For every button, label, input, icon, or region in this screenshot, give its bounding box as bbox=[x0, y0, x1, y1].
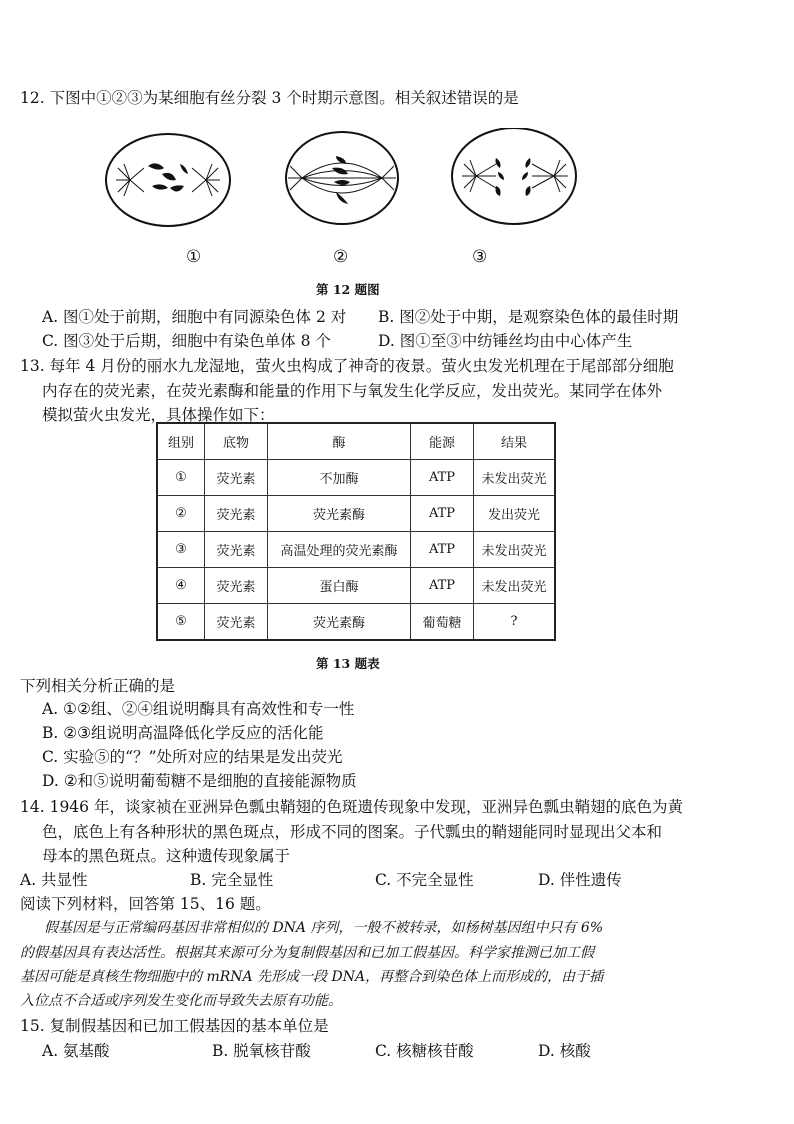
table-cell: ② bbox=[157, 496, 205, 532]
table-cell: ⑤ bbox=[157, 604, 205, 641]
table-cell: ATP bbox=[411, 460, 474, 496]
table-cell: 荧光素 bbox=[205, 496, 268, 532]
table-cell: ATP bbox=[411, 532, 474, 568]
table-cell: 荧光素 bbox=[205, 568, 268, 604]
passage-line4: 入位点不合适或序列发生变化而导致失去原有功能。 bbox=[20, 993, 342, 1009]
table-cell: 不加酶 bbox=[268, 460, 411, 496]
experiment-table bbox=[156, 422, 556, 641]
q14-option-c: C. 不完全显性 bbox=[375, 871, 474, 889]
table-cell: 未发出荧光 bbox=[474, 532, 556, 568]
header-enzyme: 酶 bbox=[268, 423, 411, 460]
q15-option-b: B. 脱氧核苷酸 bbox=[212, 1042, 311, 1060]
table-cell: 高温处理的荧光素酶 bbox=[268, 532, 411, 568]
q13-lead: 下列相关分析正确的是 bbox=[20, 677, 176, 695]
q14-option-a: A. 共显性 bbox=[20, 871, 88, 889]
table-cell: ATP bbox=[411, 568, 474, 604]
table-cell: 荧光素酶 bbox=[268, 496, 411, 532]
q12-caption: 第 12 题图 bbox=[316, 282, 380, 297]
reading-lead: 阅读下列材料，回答第 15、16 题。 bbox=[20, 895, 271, 913]
q13-stem-line3: 模拟萤火虫发光，具体操作如下： bbox=[42, 406, 275, 424]
q14-stem-line3: 母本的黑色斑点。这种遗传现象属于 bbox=[42, 847, 291, 865]
table-cell: ① bbox=[157, 460, 205, 496]
header-group: 组别 bbox=[157, 423, 205, 460]
q12-option-b: B. 图②处于中期，是观察染色体的最佳时期 bbox=[378, 308, 679, 326]
table-row bbox=[157, 460, 555, 496]
table-row bbox=[157, 568, 555, 604]
table-row bbox=[157, 532, 555, 568]
table-cell: 荧光素 bbox=[205, 604, 268, 641]
q13-option-c: C. 实验⑤的“？”处所对应的结果是发出荧光 bbox=[42, 748, 343, 766]
q12-stem: 12. 下图中①②③为某细胞有丝分裂 3 个时期示意图。相关叙述错误的是 bbox=[20, 89, 519, 107]
figure-label-2: ② bbox=[333, 247, 349, 267]
q13-option-d: D. ②和⑤说明葡萄糖不是细胞的直接能源物质 bbox=[42, 772, 357, 790]
passage-line1: 假基因是与正常编码基因非常相似的 DNA 序列，一般不被转录，如杨树基因组中只有 6% bbox=[44, 920, 604, 936]
q15-option-c: C. 核糖核苷酸 bbox=[375, 1042, 474, 1060]
q13-option-b: B. ②③组说明高温降低化学反应的活化能 bbox=[42, 724, 324, 742]
q14-option-d: D. 伴性遗传 bbox=[538, 871, 622, 889]
passage-line3: 基因可能是真核生物细胞中的 mRNA 先形成一段 DNA，再整合到染色体上而形成的，由于插 bbox=[20, 969, 604, 985]
table-cell: 未发出荧光 bbox=[474, 460, 556, 496]
cell-figure-3 bbox=[452, 128, 576, 224]
table-row bbox=[157, 496, 555, 532]
table-cell: 荧光素 bbox=[205, 532, 268, 568]
q14-stem-line1: 14. 1946 年，谈家祯在亚洲异色瓢虫鞘翅的色斑遗传现象中发现，亚洲异色瓢虫鞘翅的底色为黄 bbox=[20, 798, 683, 816]
q13-option-a: A. ①②组、②④组说明酶具有高效性和专一性 bbox=[42, 700, 355, 718]
passage-line2: 的假基因具有表达活性。根据其来源可分为复制假基因和已加工假基因。科学家推测已加工假 bbox=[20, 945, 594, 961]
figure-label-3: ③ bbox=[472, 247, 488, 267]
table-cell: ? bbox=[474, 604, 556, 641]
q13-stem-line2: 内存在的荧光素，在荧光素酶和能量的作用下与氧发生化学反应，发出荧光。某同学在体外 bbox=[42, 382, 663, 400]
table-row bbox=[157, 604, 555, 641]
header-energy: 能源 bbox=[411, 423, 474, 460]
cell-figure-1 bbox=[106, 134, 230, 226]
table-cell: ③ bbox=[157, 532, 205, 568]
q13-caption: 第 13 题表 bbox=[316, 656, 380, 671]
table-cell: 葡萄糖 bbox=[411, 604, 474, 641]
q14-stem-line2: 色，底色上有各种形状的黑色斑点，形成不同的图案。子代瓢虫的鞘翅能同时显现出父本和 bbox=[42, 823, 663, 841]
q15-stem: 15. 复制假基因和已加工假基因的基本单位是 bbox=[20, 1017, 329, 1035]
table-cell: ④ bbox=[157, 568, 205, 604]
mitosis-figure bbox=[100, 128, 600, 268]
q12-option-a: A. 图①处于前期，细胞中有同源染色体 2 对 bbox=[42, 308, 347, 326]
table-cell: 未发出荧光 bbox=[474, 568, 556, 604]
q12-option-c: C. 图③处于后期，细胞中有染色单体 8 个 bbox=[42, 332, 331, 350]
q15-option-d: D. 核酸 bbox=[538, 1042, 591, 1060]
q14-option-b: B. 完全显性 bbox=[190, 871, 274, 889]
cell-figure-2 bbox=[286, 132, 398, 224]
q12-option-d: D. 图①至③中纺锤丝均由中心体产生 bbox=[378, 332, 633, 350]
table-cell: 蛋白酶 bbox=[268, 568, 411, 604]
figure-label-1: ① bbox=[186, 247, 202, 267]
table-cell: 荧光素酶 bbox=[268, 604, 411, 641]
table-cell: 荧光素 bbox=[205, 460, 268, 496]
table-header-row bbox=[157, 423, 555, 460]
header-result: 结果 bbox=[474, 423, 556, 460]
table-cell: 发出荧光 bbox=[474, 496, 556, 532]
q13-stem-line1: 13. 每年 4 月份的丽水九龙湿地，萤火虫构成了神奇的夜景。萤火虫发光机理在于尾部部分细胞 bbox=[20, 357, 674, 375]
header-substrate: 底物 bbox=[205, 423, 268, 460]
q15-option-a: A. 氨基酸 bbox=[42, 1042, 110, 1060]
table-cell: ATP bbox=[411, 496, 474, 532]
